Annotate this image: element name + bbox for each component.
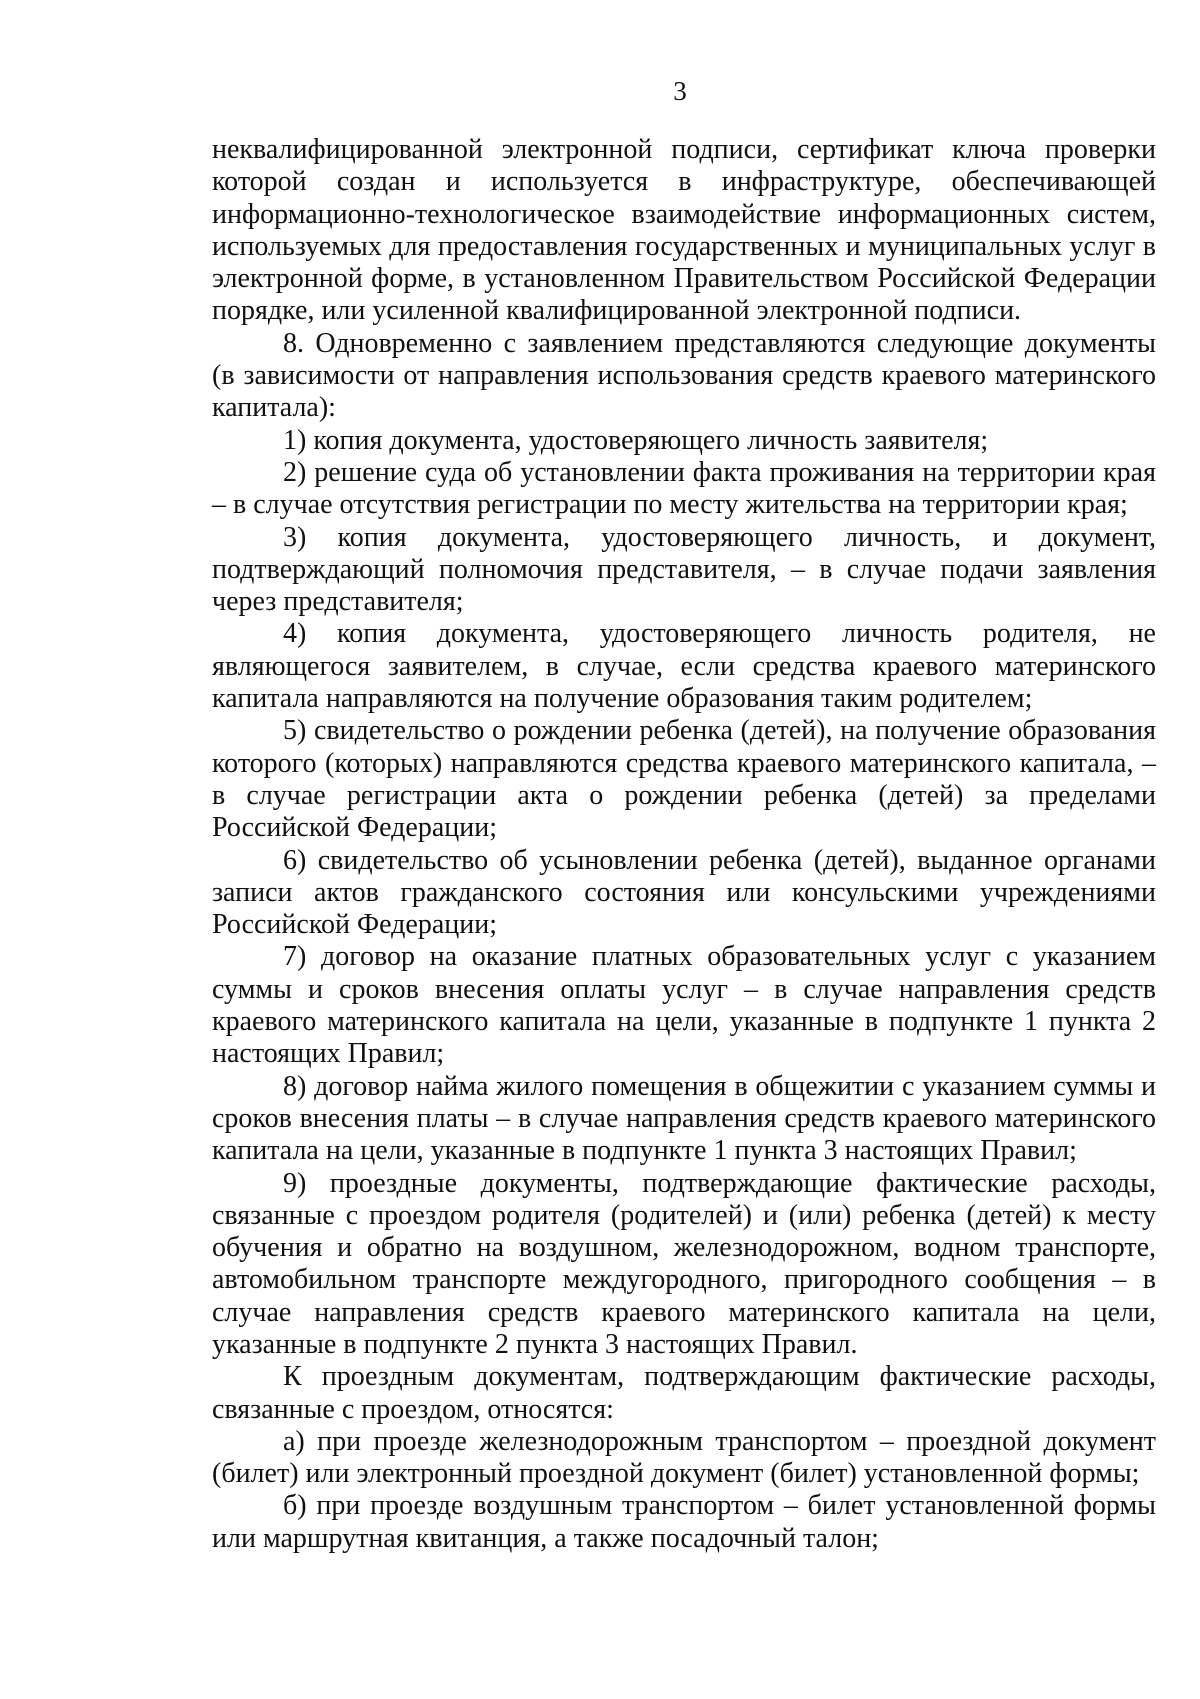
document-body	[212, 134, 1156, 1555]
paragraph-travel-documents: К проездным документам, подтверждающим фактические расходы, связанные с проездом, относятся:	[212, 1361, 1156, 1425]
paragraph-item-8: 8. Одновременно с заявлением представляются следующие документы (в зависимости от направления использования средств краевого материнского капитала):	[212, 327, 1156, 424]
list-item-a: а) при проезде железнодорожным транспортом – проездной документ (билет) или электронный проездной документ (билет) установленной формы;	[212, 1425, 1156, 1490]
list-item-7: 7) договор на оказание платных образовательных услуг с указанием суммы и сроков внесения оплаты услуг – в случае направления средств краевого материнского капитала на цели, указанные в подпункте 1 пункта 2 настоящих Правил;	[212, 941, 1156, 1070]
list-item-b: б) при проезде воздушным транспортом – билет установленной формы или маршрутная квитанция, а также посадочный талон;	[212, 1490, 1156, 1554]
list-item-1: 1) копия документа, удостоверяющего личность заявителя;	[283, 424, 989, 456]
list-item-4: 4) копия документа, удостоверяющего личность родителя, не являющегося заявителем, в случае, если средства краевого материнского капитала направляются на получение образования таким родителем;	[212, 618, 1156, 715]
list-item-8: 8) договор найма жилого помещения в общежитии с указанием суммы и сроков внесения платы – в случае направления средств краевого материнского капитала на цели, указанные в подпункте 1 пункта 3 настоящих Правил;	[212, 1070, 1156, 1167]
list-item-6: 6) свидетельство об усыновлении ребенка (детей), выданное органами записи актов гражданского состояния или консульскими учреждениями Российской Федерации;	[212, 844, 1156, 941]
list-item-3: 3) копия документа, удостоверяющего личность, и документ, подтверждающий полномочия представителя, – в случае подачи заявления через представителя;	[212, 521, 1156, 618]
list-item-9: 9) проездные документы, подтверждающие фактические расходы, связанные с проездом родителя (родителей) и (или) ребенка (детей) к месту обучения и обратно на воздушном, железнодорожном, водном транспорте, автомобильном транспорте междугородного, пригородного сообщения – в случае направления средств краевого материнского капитала на цели, указанные в подпункте 2 пункта 3 настоящих Правил.	[212, 1167, 1156, 1360]
list-item-5: 5) свидетельство о рождении ребенка (детей), на получение образования которого (которых) направляются средства краевого материнского капитала, – в случае регистрации акта о рождении ребенка (детей) за пределами Российской Федерации;	[212, 715, 1156, 844]
page-number: 3	[673, 76, 687, 106]
paragraph-continuation: неквалифицированной электронной подписи, сертификат ключа проверки которой создан и используется в инфраструктуре, обеспечивающей информационно-технологическое взаимодействие информационных систем, используемых для предоставления государственных и муниципальных услуг в электронной форме, в установленном Правительством Российской Федерации порядке, или усиленной квалифицированной электронной подписи.	[212, 134, 1156, 327]
list-item-2: 2) решение суда об установлении факта проживания на территории края – в случае отсутствия регистрации по месту жительства на территории края;	[212, 456, 1156, 521]
